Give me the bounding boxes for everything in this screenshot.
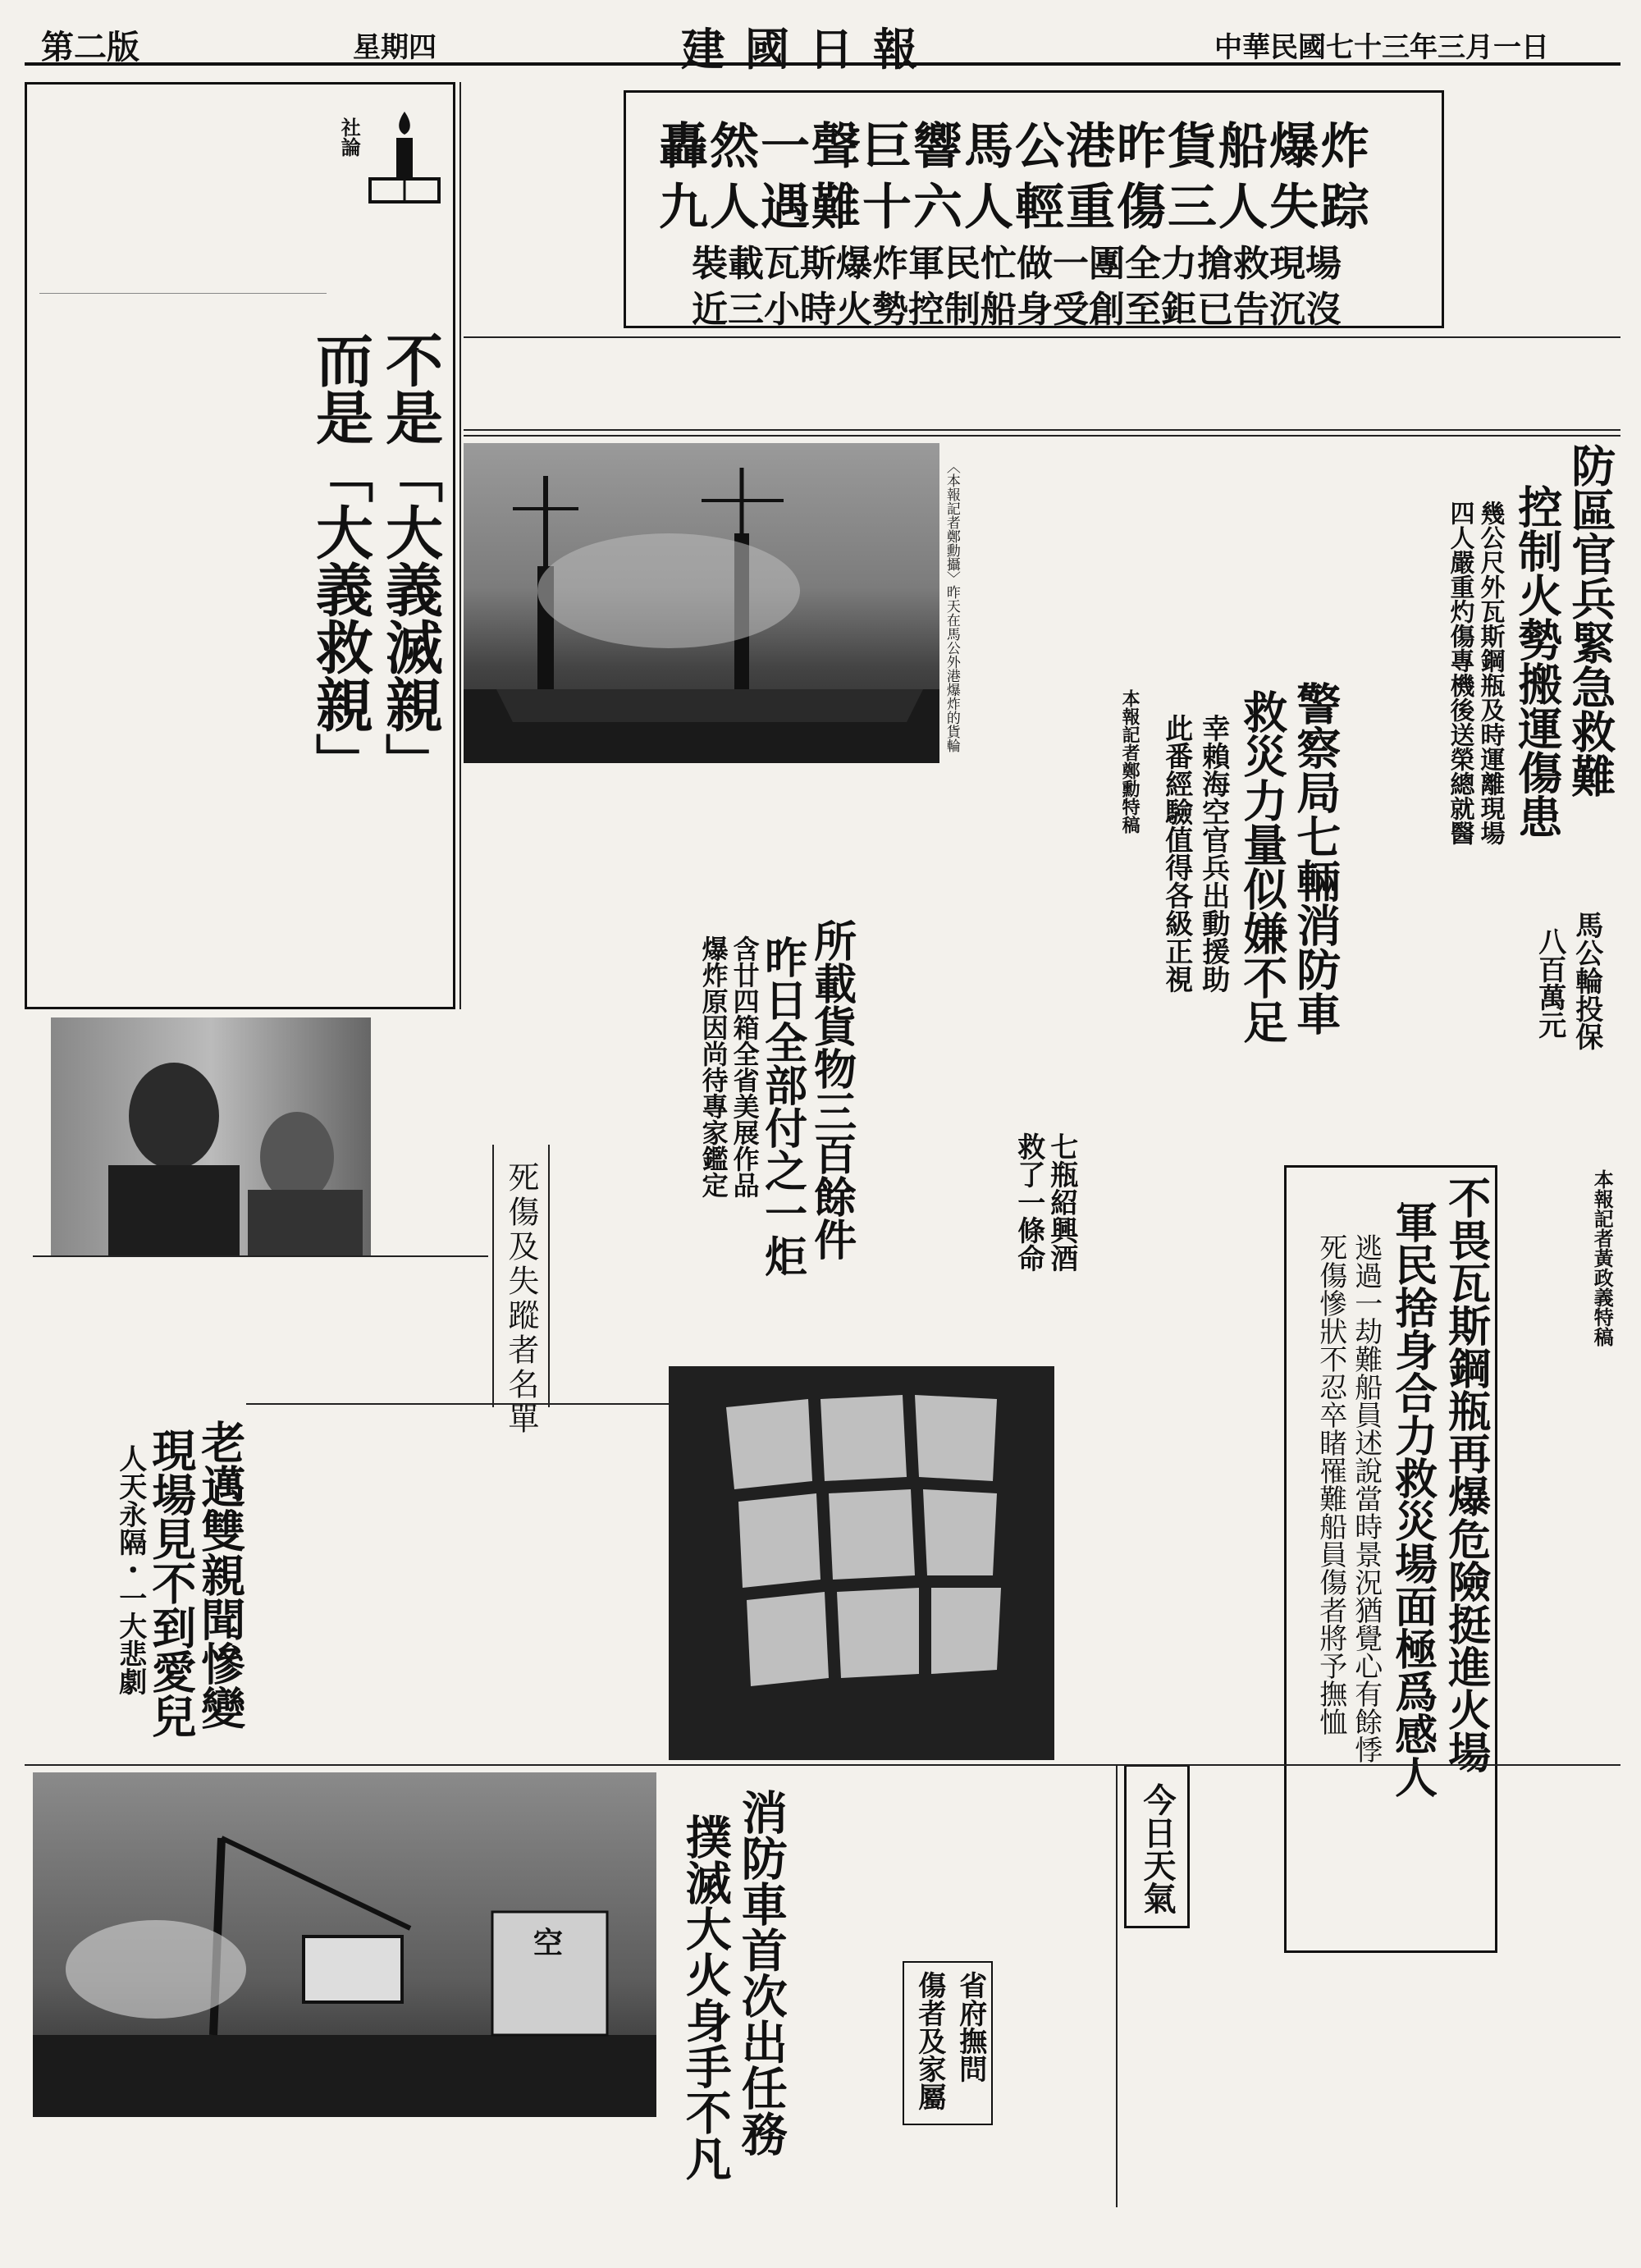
parents-photo	[51, 1017, 371, 1255]
fearless-body-left	[1112, 1165, 1280, 1740]
provincial-line-2: 傷者及家屬	[912, 1971, 946, 2110]
parents-subhead: 人天永隔・一大悲劇	[113, 1444, 147, 1695]
mid-text-a	[464, 771, 833, 911]
story-firetruck	[678, 1764, 789, 2191]
story-prevention	[1350, 435, 1620, 845]
prevention-left-text	[952, 435, 1342, 673]
lead-headline-1: 轟然一聲巨響馬公港昨貨船爆炸	[659, 118, 1371, 176]
story-fearless-box	[1284, 1165, 1497, 1953]
cargo-subhead-1: 含廿四箱全省美展作品	[729, 935, 761, 1198]
firetruck-headline-1: 消防車首次出任務	[734, 1789, 789, 2156]
weather-title: 今日天氣	[1138, 1783, 1177, 1914]
masthead-page: 第二版	[41, 28, 139, 66]
parents-photo-caption	[377, 1022, 451, 1145]
parents-body	[25, 1403, 115, 1690]
insurance-body	[1350, 804, 1526, 1116]
weather-box	[1124, 1764, 1190, 1928]
editorial-body-upper	[39, 306, 298, 536]
bottom-text-c	[870, 2133, 993, 2207]
lead-side-text	[464, 82, 615, 345]
prevention-body	[1350, 435, 1440, 796]
fearless-body-right	[1502, 1165, 1588, 1953]
rule-4	[1116, 1764, 1118, 2207]
prevention-headline-2: 控制火勢搬運傷患	[1511, 484, 1564, 839]
story-cargo	[697, 919, 862, 1277]
lead-subhead-1: 裝載瓦斯爆炸軍民忙做一團全力搶救現場	[692, 243, 1342, 285]
police-byline: 本報記者鄭勳特稿	[1119, 689, 1141, 834]
cargo-headline-2: 昨日全部付之一炬	[757, 935, 807, 1277]
cargo-subhead-2: 爆炸原因尚待專家鑑定	[697, 935, 729, 1198]
wreck-grid-photo	[669, 1366, 1054, 1760]
masthead-date: 中華民國七十三年三月一日	[1214, 31, 1549, 64]
lead-far-right-text	[1452, 82, 1620, 345]
editorial-box	[25, 82, 455, 1009]
rule-2	[464, 435, 1620, 437]
insurance-line-2: 八百萬元	[1533, 927, 1566, 1039]
masthead	[25, 15, 1620, 75]
lead-headline-box	[624, 90, 1444, 331]
provincial-line-1: 省府撫問	[953, 1971, 987, 2083]
fearless-headline-2: 軍民捨身合力救災場面極爲感人	[1387, 1200, 1438, 1798]
cargo-headline-1: 所載貨物三百餘件	[806, 919, 857, 1260]
masthead-paper-name: 建國日報	[681, 23, 937, 75]
victims-list-body	[33, 1255, 488, 1395]
firetruck-headline-2: 撲滅大火身手不凡	[678, 1813, 733, 2181]
victims-list-body-2	[246, 1403, 706, 1690]
bottom-text-b	[1284, 1961, 1620, 2207]
prevention-subhead-1: 幾公尺外瓦斯鋼瓶及時運離現場	[1475, 501, 1505, 845]
fearless-subhead-1: 逃過一劫難船員述說當時景況猶覺心有餘悸	[1349, 1233, 1383, 1763]
fearless-byline: 本報記者黃政義特稿	[1590, 1169, 1615, 1347]
candle-book-logo	[363, 105, 446, 212]
parents-headline-2: 現場見不到愛兒	[144, 1428, 198, 1738]
grid-photo-right-text	[1058, 1370, 1108, 1567]
lead-story-body	[464, 336, 1620, 431]
story-insurance	[1350, 804, 1620, 1116]
crane-truck-label: 空	[533, 1926, 564, 1960]
police-subhead-1: 幸賴海空官兵出動援助	[1196, 714, 1230, 993]
weather-table	[944, 1764, 1120, 1961]
police-body	[837, 681, 1083, 1116]
fearless-headline-1: 不畏瓦斯鋼瓶再爆危險挺進火場	[1440, 1176, 1491, 1773]
editorial-logo	[363, 105, 446, 212]
lead-subhead-2: 近三小時火勢控制船身受創至鉅已告沉沒	[692, 289, 1342, 331]
editorial-title-1: 不是「大義滅親」	[376, 331, 445, 790]
prevention-subhead-2: 四人嚴重灼傷專機後送榮總就醫	[1445, 501, 1474, 845]
parents-headline-1: 老邁雙親聞慘變	[194, 1420, 247, 1730]
wine-line-1: 七瓶紹興酒	[1044, 1132, 1078, 1272]
editorial-label: 社論	[337, 117, 362, 157]
insurance-line-1: 馬公輪投保	[1570, 911, 1603, 1050]
editorial-label-box	[339, 117, 363, 191]
ship-photo-caption: 〈本報記者鄭勳攝〉昨天在馬公外港爆炸的貨輪	[943, 460, 960, 752]
rule-1	[459, 82, 461, 1009]
fearless-subhead-2: 死傷慘狀不忍卒睹罹難船員傷者將予撫恤	[1314, 1233, 1347, 1735]
victims-list-title: 死傷及失蹤者名單	[502, 1161, 539, 1437]
masthead-weekday: 星期四	[353, 31, 437, 64]
mid-text-b	[464, 919, 702, 1083]
story-wine	[1005, 1132, 1079, 1329]
editorial-body-middle	[39, 544, 298, 782]
prevention-headline-1: 防區官兵緊急救難	[1564, 443, 1617, 798]
rescue-crane-photo	[33, 1772, 656, 2117]
police-headline-1: 警察局七輛消防車	[1289, 681, 1342, 1036]
editorial-body-lower	[39, 790, 298, 995]
wine-line-2: 救了一條命	[1012, 1132, 1045, 1272]
rule-3	[25, 1764, 1620, 1766]
editorial-title-2: 而是「大義救親」	[306, 331, 375, 790]
story-provincial	[903, 1961, 993, 2125]
police-subhead-2: 此番經驗值得各級正視	[1159, 714, 1193, 993]
story-parents	[115, 1395, 246, 1740]
bottom-text-a	[997, 1961, 1280, 2207]
police-headline-2: 救災力量似嫌不足	[1236, 689, 1289, 1044]
victims-list-box	[492, 1145, 550, 1437]
lead-headline-2: 九人遇難十六人輕重傷三人失踪	[659, 179, 1371, 236]
editorial-body-top	[39, 97, 327, 294]
